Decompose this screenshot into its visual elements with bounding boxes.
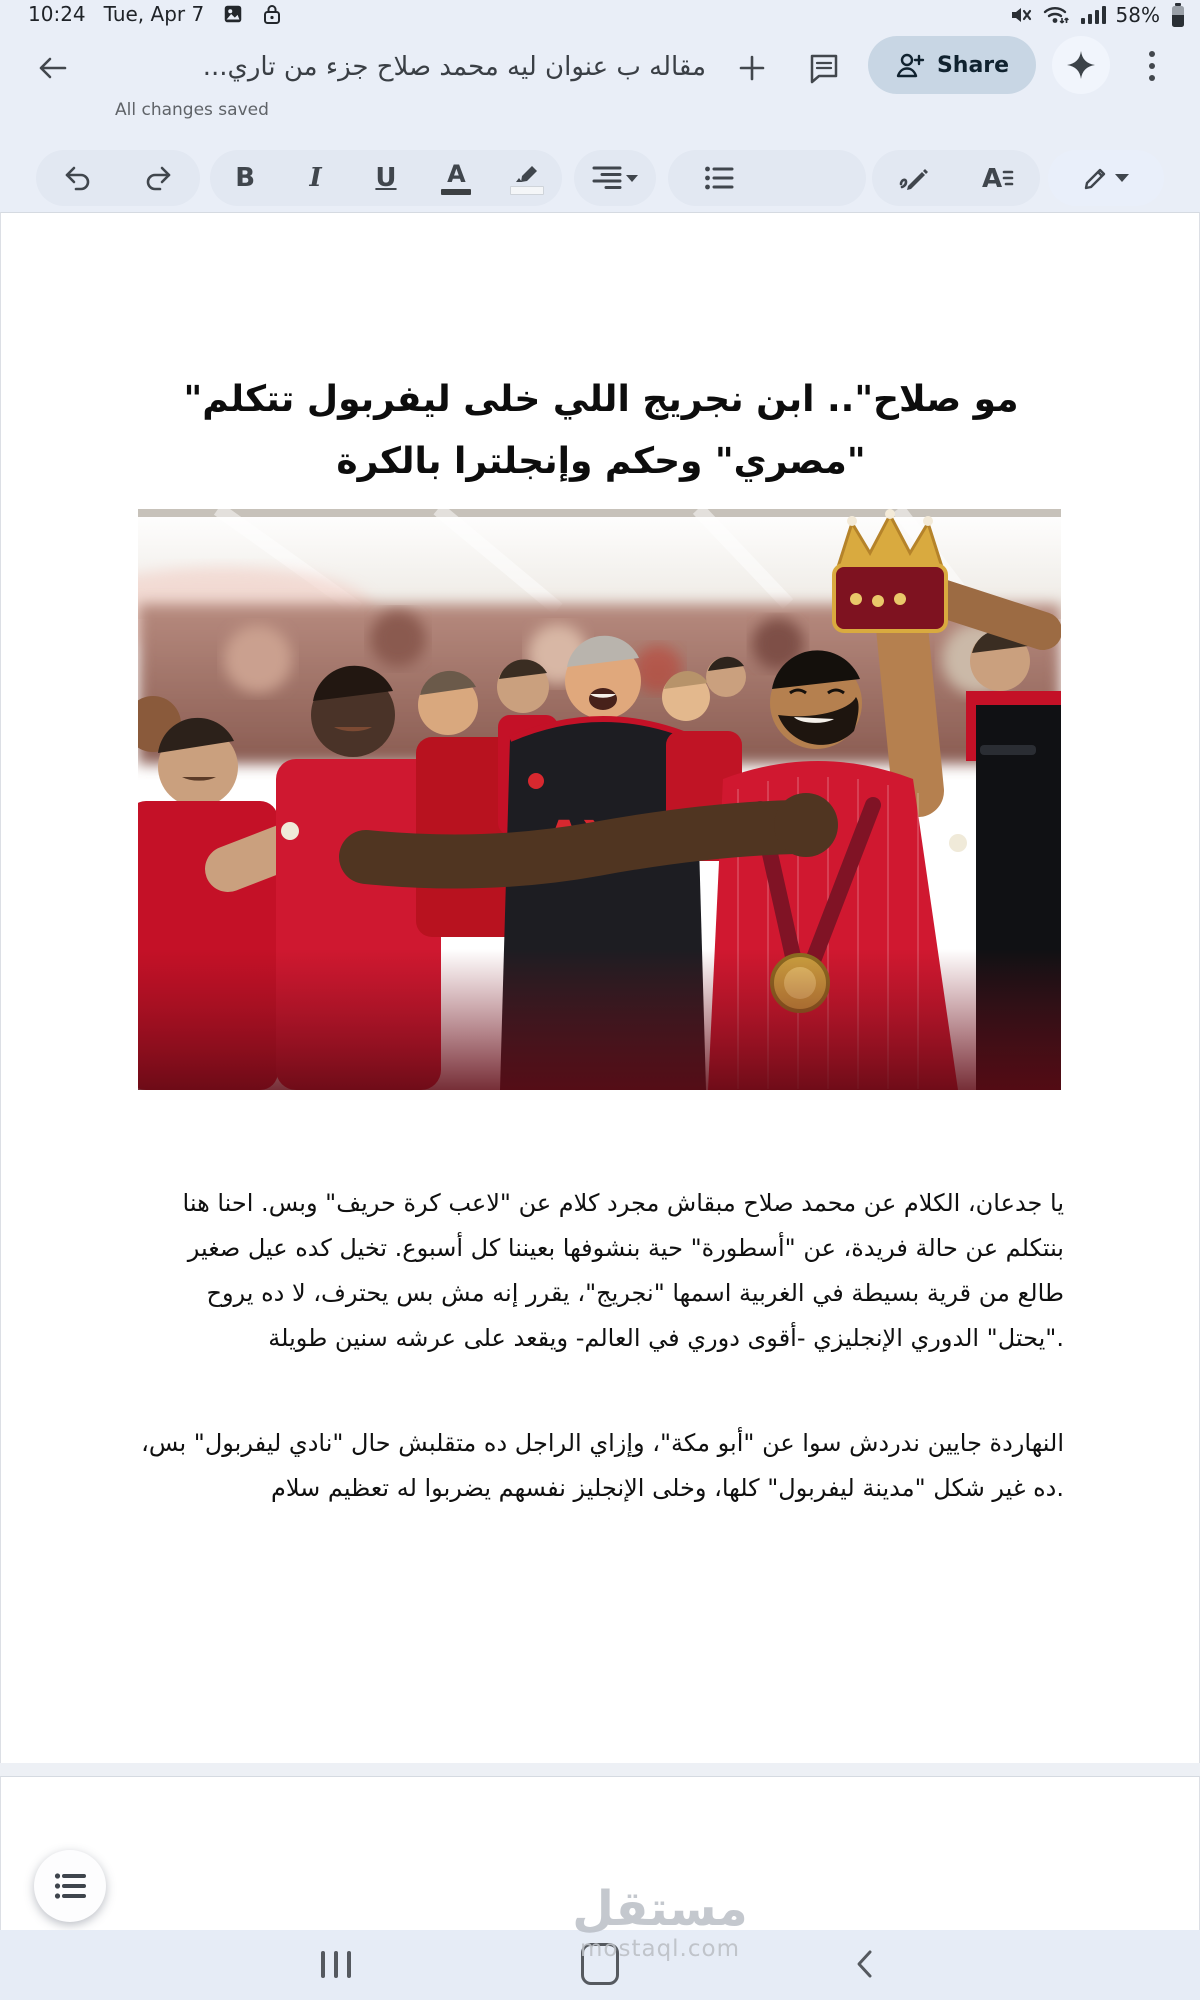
redo-button[interactable] [136, 155, 182, 201]
share-button[interactable] [868, 36, 1036, 94]
android-nav-bar [0, 1930, 1200, 2000]
bullet-list-button[interactable] [696, 155, 742, 201]
text-color-icon: A [447, 159, 466, 188]
underline-button[interactable] [363, 155, 409, 201]
document-outline-button[interactable] [34, 1850, 106, 1922]
edit-mode-button[interactable] [1071, 155, 1141, 201]
status-date: Tue, Apr 7 [103, 2, 205, 26]
highlight-button[interactable] [504, 155, 550, 201]
italic-button[interactable] [293, 155, 339, 201]
shirt-sponsor-text: AXA [545, 811, 657, 867]
scribble-pen-icon [898, 164, 930, 192]
italic-icon: I [309, 163, 322, 193]
status-time: 10:24 [28, 2, 86, 26]
battery-percent: 58% [1115, 3, 1160, 27]
undo-icon [62, 164, 92, 192]
document-photo[interactable] [138, 509, 1061, 1090]
save-status: All changes saved [115, 100, 269, 120]
status-bar [0, 0, 1200, 30]
align-button[interactable] [583, 155, 647, 201]
list-group [668, 150, 866, 206]
pencil-icon [1083, 165, 1109, 191]
person-add-icon [895, 51, 925, 79]
dropdown-caret-icon [626, 175, 638, 182]
outline-list-icon [54, 1871, 86, 1901]
share-label: Share [936, 52, 1010, 78]
home-icon [581, 1943, 619, 1985]
document-title[interactable]: مقاله ب عنوان ليه محمد صلاح جزء من تاري... [202, 52, 706, 82]
undo-button[interactable] [54, 155, 100, 201]
align-icon [592, 165, 622, 191]
overflow-menu-button[interactable] [1128, 42, 1176, 90]
document-page-2 [0, 1776, 1200, 1931]
plus-icon [736, 52, 768, 84]
paragraph-2[interactable]: النهاردة جايين ندردش سوا عن "أبو مكة"، وإزاي الراجل ده متقلبش حال "نادي ليفربول" بس، ده غير شكل "مدينة ليفربول" كلها، وخلى الإنجليز نفسهم يضربوا له تعظيم سلام. [141, 1429, 1064, 1502]
document-page-1 [0, 212, 1200, 1764]
battery-icon [1170, 2, 1186, 28]
redo-icon [144, 164, 174, 192]
gemini-sparkle-icon [1065, 49, 1097, 81]
back-icon [855, 1949, 873, 1979]
underline-icon: U [375, 163, 397, 193]
comment-button[interactable] [798, 42, 850, 94]
bullet-list-icon [704, 165, 734, 191]
bold-icon: B [235, 163, 256, 193]
highlight-color-swatch [510, 186, 544, 195]
back-nav-button[interactable] [836, 1936, 892, 1992]
photo-notification-icon [222, 3, 244, 25]
text-style-group [210, 150, 562, 206]
pen-format-group [872, 150, 1040, 206]
wifi-icon [1042, 3, 1070, 27]
signal-icon [1080, 4, 1106, 26]
home-button[interactable] [572, 1936, 628, 1992]
back-arrow-icon [35, 51, 69, 85]
watermark-domain: mostaql.com [580, 1936, 740, 1962]
format-toolbar [0, 150, 1200, 206]
text-color-swatch [441, 189, 471, 195]
comment-icon [807, 51, 841, 85]
add-button[interactable] [726, 42, 778, 94]
lock-icon [262, 3, 282, 25]
kebab-menu-icon [1147, 49, 1157, 83]
text-color-button[interactable] [433, 155, 479, 201]
dropdown-caret-icon [1115, 174, 1129, 182]
gemini-button[interactable] [1052, 36, 1110, 94]
page-break-gap [0, 1763, 1200, 1776]
watermark-brand: مستقل [572, 1881, 748, 1937]
back-button[interactable] [28, 44, 76, 92]
align-group [574, 150, 656, 206]
highlight-icon [513, 162, 541, 184]
scribble-button[interactable] [891, 155, 937, 201]
document-heading[interactable]: "مو صلاح".. ابن نجريج اللي خلى ليفربول تتكلم "مصري" وحكم وإنجلترا بالكرة [183, 379, 1019, 482]
svg-text:A: A [982, 164, 1003, 192]
recents-button[interactable] [308, 1936, 364, 1992]
history-group [36, 150, 200, 206]
bold-button[interactable] [222, 155, 268, 201]
font-format-icon [982, 164, 1014, 192]
font-format-button[interactable] [975, 155, 1021, 201]
paragraph-1[interactable]: يا جدعان، الكلام عن محمد صلاح مبقاش مجرد كلام عن "لاعب كرة حريف" وبس. احنا هنا بنتكلم عن حالة فريدة، عن "أسطورة" حية بنشوفها بعيننا كل أسبوع. تخيل كده عيل صغير طالع من قرية بسيطة في الغربية اسمها "نجريج"، يقرر إنه مش بس يحترف، لا ده يروح "يحتل" الدوري الإنجليزي -أقوى دوري في العالم- ويقعد على عرشه سنين طويلة. [182, 1189, 1064, 1352]
mute-icon [1008, 3, 1032, 27]
edit-mode-group [1048, 150, 1164, 206]
